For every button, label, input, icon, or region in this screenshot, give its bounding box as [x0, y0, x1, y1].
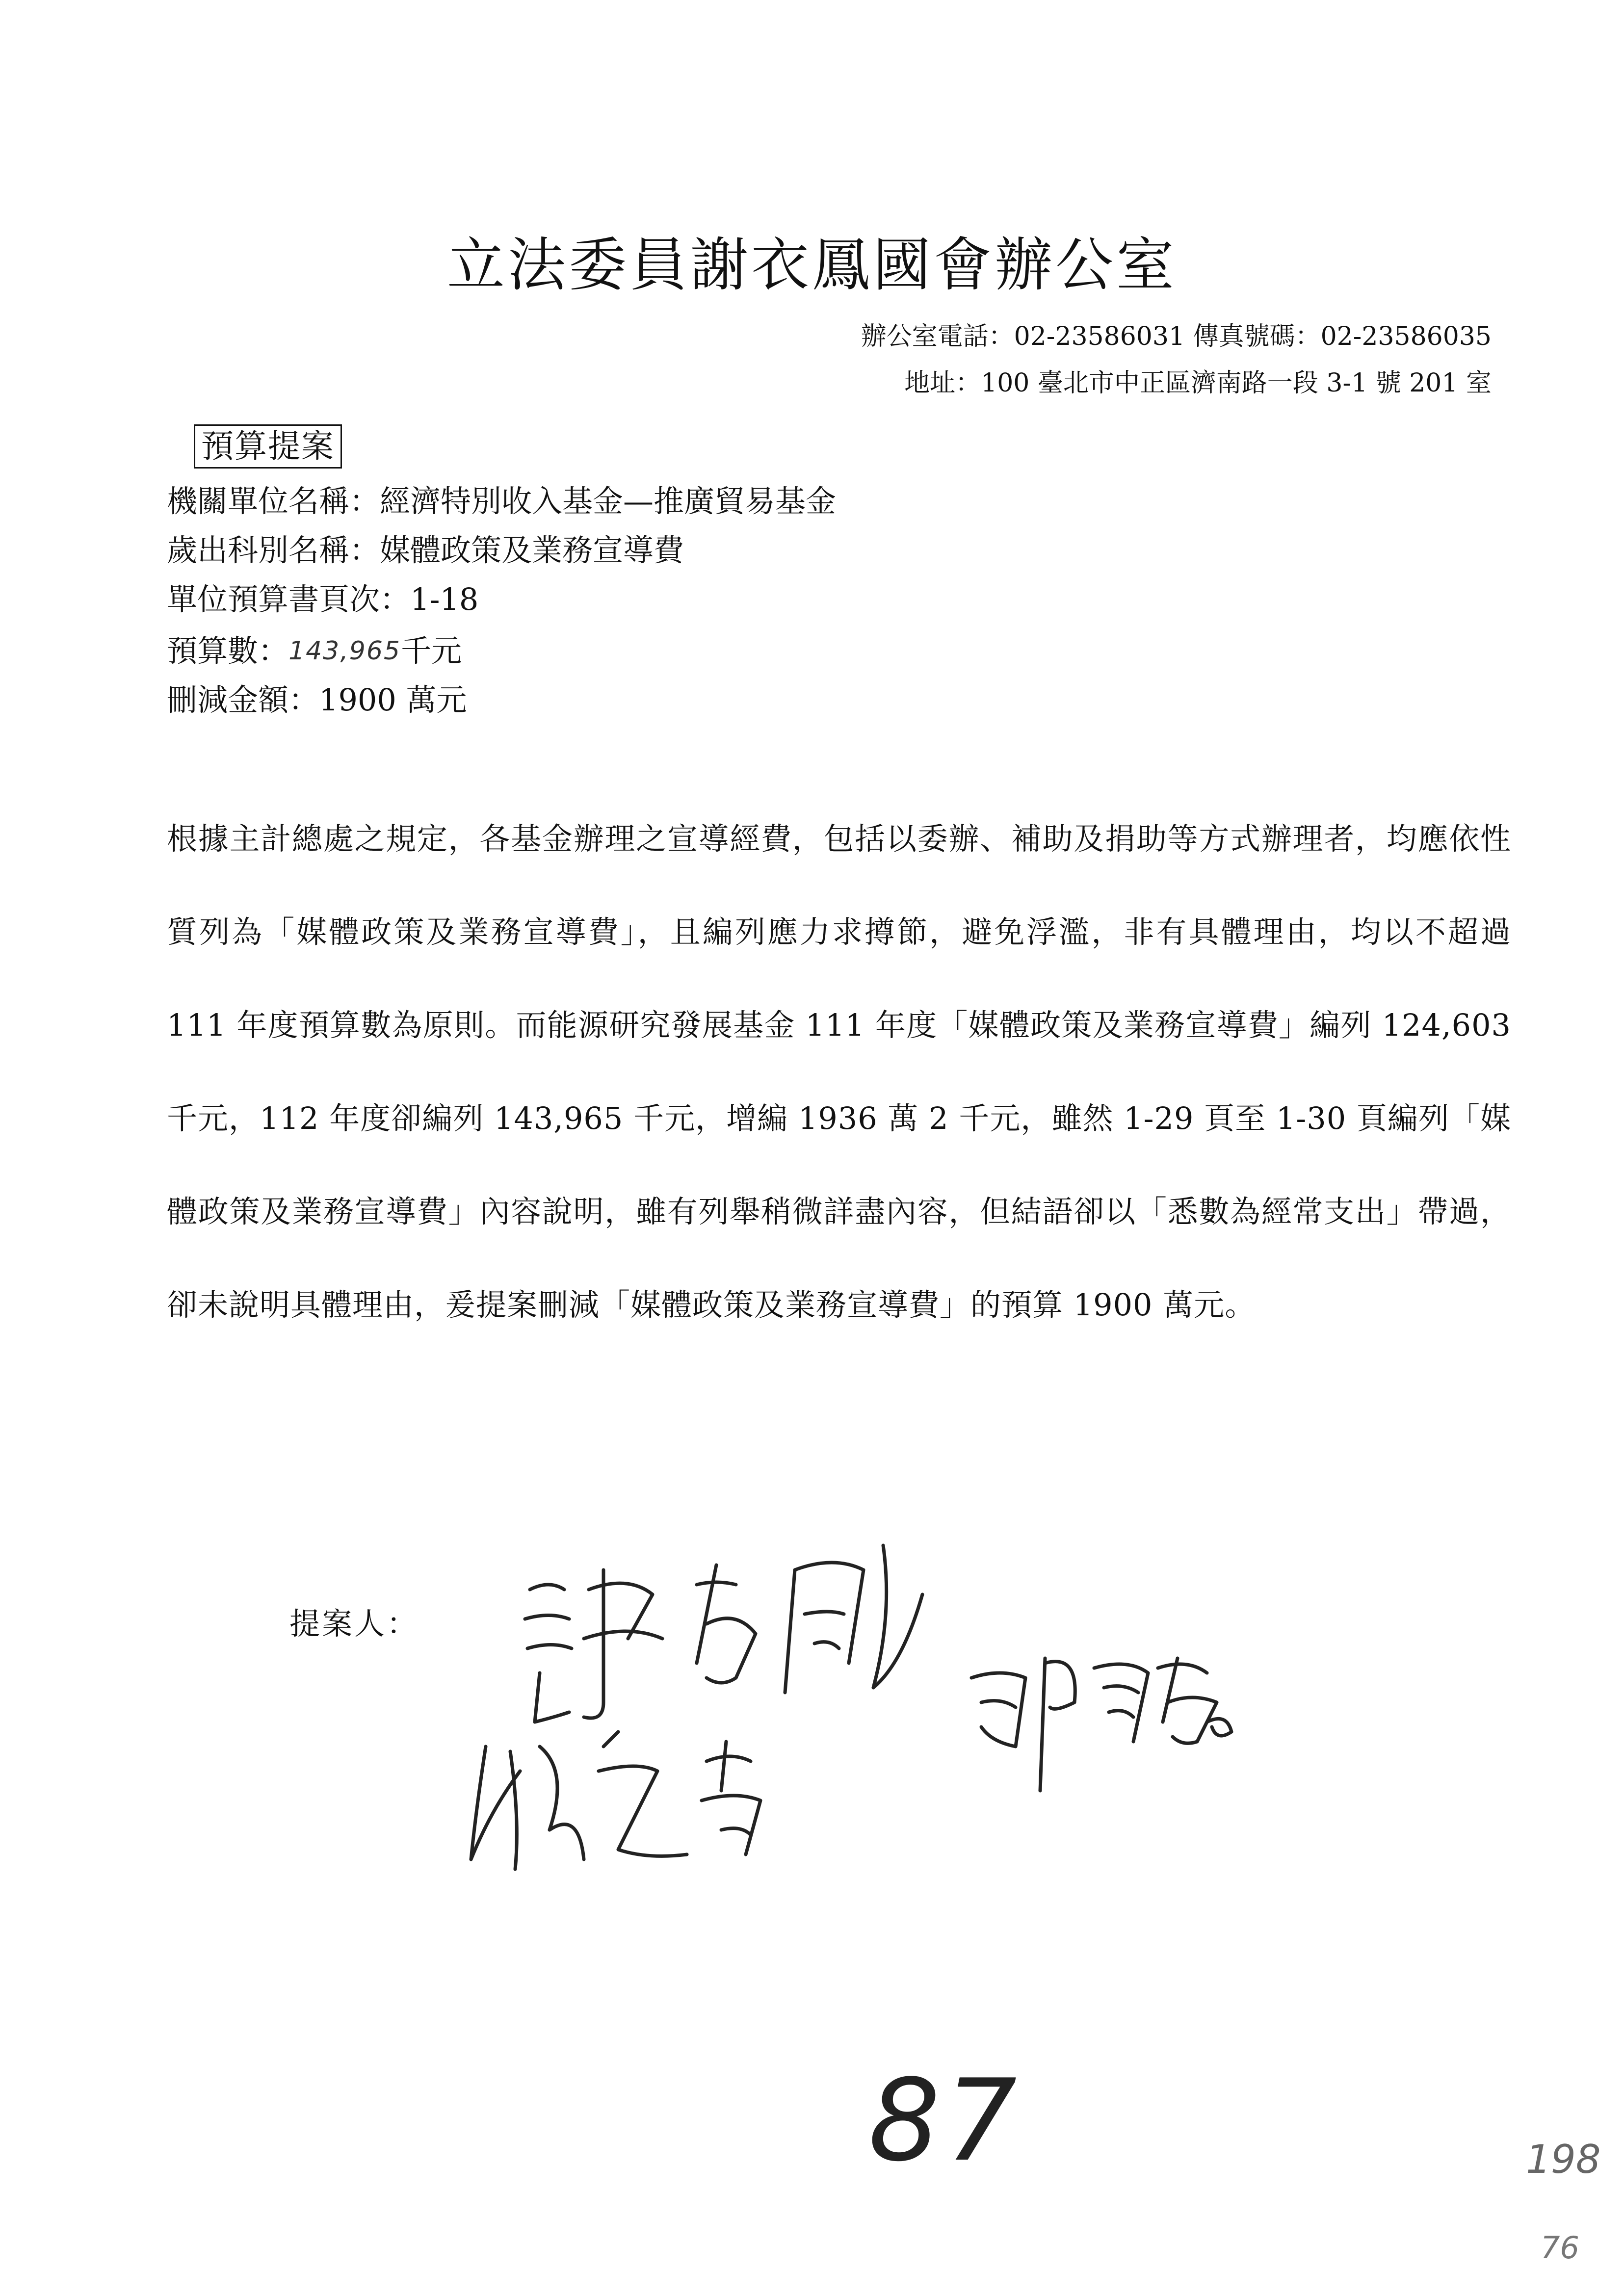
archive-number: 198 [1526, 2137, 1601, 2182]
signature-2 [471, 1732, 760, 1869]
office-address: 地址：100 臺北市中正區濟南路一段 3-1 號 201 室 [904, 368, 1492, 398]
archive-sub-number: 76 [1541, 2230, 1579, 2266]
budget-page-line: 單位預算書頁次：1-18 [167, 581, 479, 617]
office-title: 立法委員謝衣鳳國會辦公室 [446, 231, 1177, 299]
budget-amount-handwritten: 143,965 [288, 636, 401, 666]
signature-1 [525, 1545, 922, 1722]
budget-amount-suffix: 千元 [401, 633, 462, 669]
signature-3 [971, 1658, 1231, 1791]
expenditure-item-line: 歲出科別名稱：媒體政策及業務宣導費 [167, 532, 684, 568]
budget-amount-line [167, 633, 462, 669]
office-phone-fax: 辦公室電話：02-23586031 傳真號碼：02-23586035 [861, 322, 1492, 351]
handwritten-signatures [442, 1516, 1325, 1884]
proposal-label: 預算提案 [194, 424, 342, 469]
agency-name-line: 機關單位名稱：經濟特別收入基金—推廣貿易基金 [167, 483, 837, 519]
cut-amount-line: 刪減金額：1900 萬元 [167, 682, 467, 718]
handwritten-page-number: 87 [868, 2056, 1022, 2187]
proposer-label: 提案人： [289, 1606, 419, 1642]
budget-amount-prefix: 預算數： [167, 633, 289, 669]
proposal-body-paragraph: 根據主計總處之規定，各基金辦理之宣導經費，包括以委辦、補助及捐助等方式辦理者，均應依性質列為「媒體政策及業務宣導費」，且編列應力求撙節，避免浮濫，非有具體理由，均以不超過 111 年度預算數為原則。而能源研究發展基金 111 年度「媒體政策及業務宣導費」編列 124,603 千元，112 年度卻編列 143,965 千元，增編 1936 萬 2 千元，雖然 1-29 頁至 1-30 頁編列「媒體政策及業務宣導費」內容說明，雖有列舉稍微詳盡內容，但結語卻以「悉數為經常支出」帶過，卻未說明具體理由，爰提案刪減「媒體政策及業務宣導費」的預算 1900 萬元。 [167, 821, 1511, 1323]
